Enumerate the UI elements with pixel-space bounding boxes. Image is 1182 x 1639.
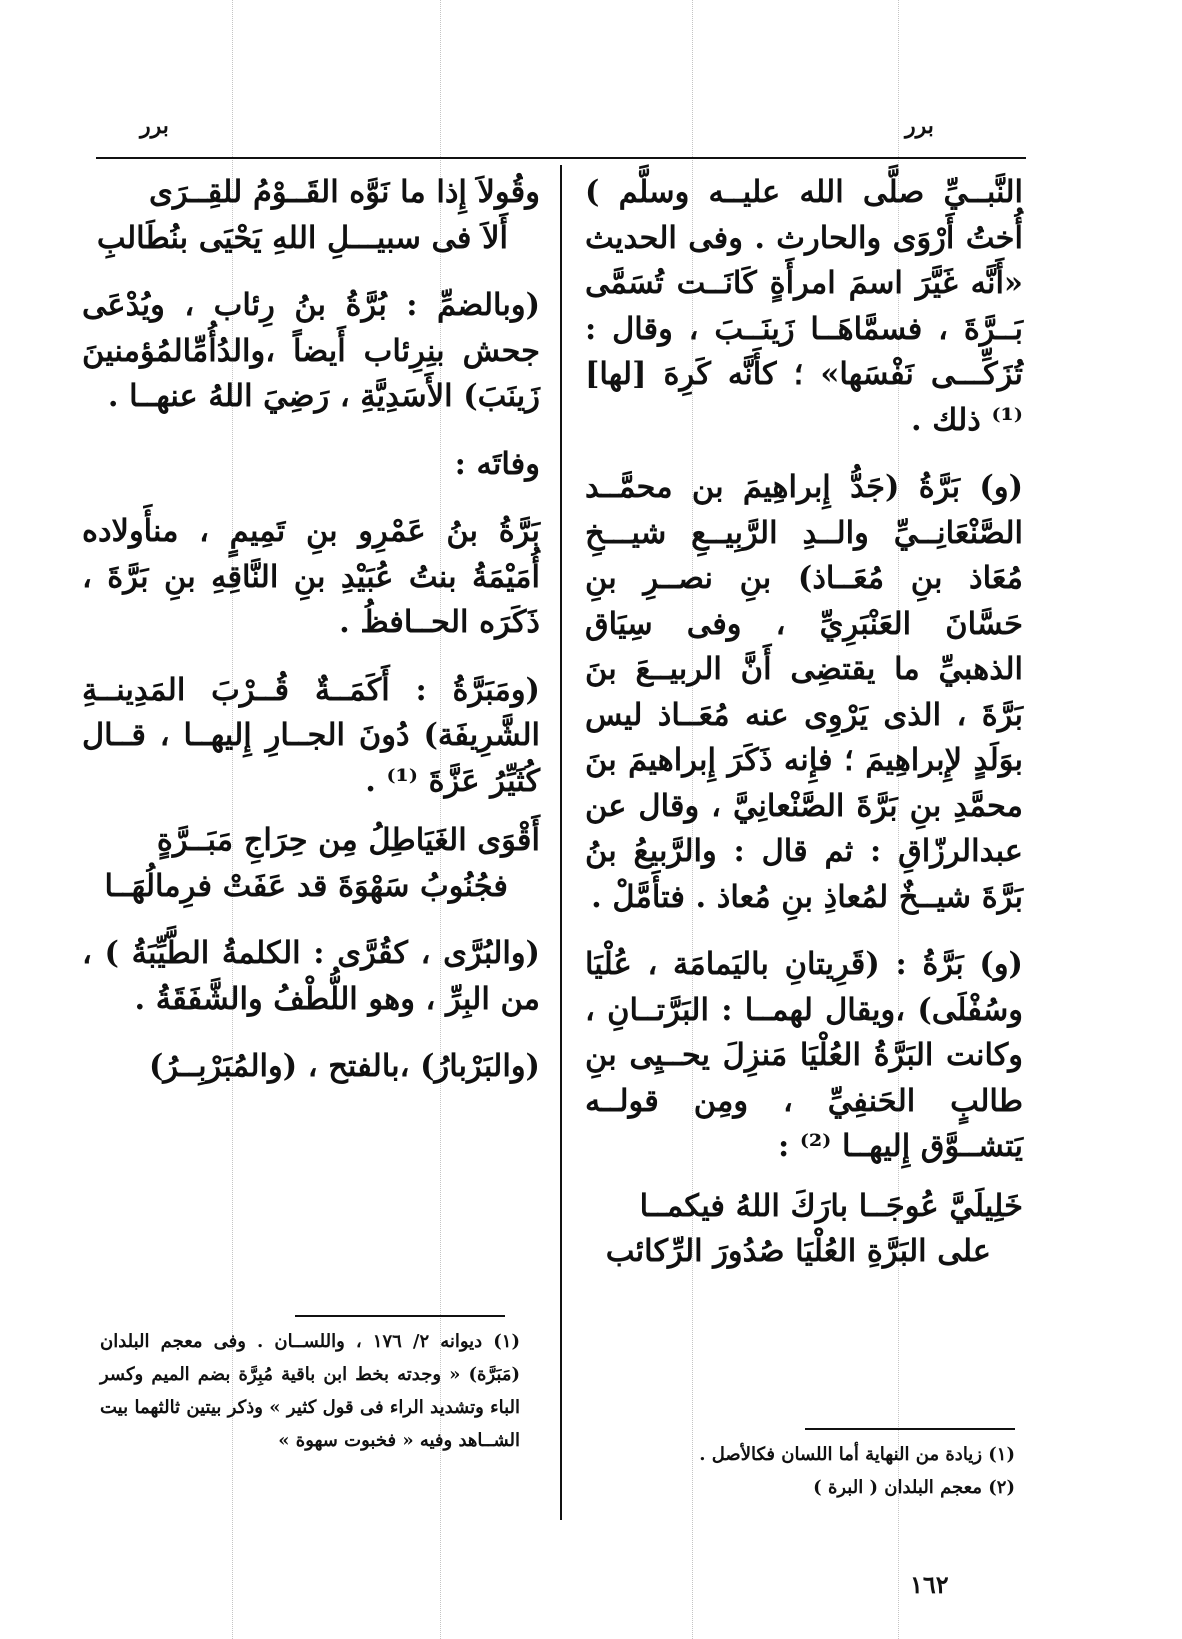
footnote: (١) زيادة من النهاية أما اللسان فكالأصل . <box>699 1444 1015 1465</box>
footnote: (١) ديوانه ٢/ ١٧٦ ، واللســان . وفى معجم البلدان (مَبَرَّة) « وجدته بخط ابن باقية مُبِرَّة بضم الميم وكسر الباء وتشديد الراء فى قول كثير » وذكر بيتين ثالثهما بيت الشــاهد وفيه « فخبوت سهوة » <box>100 1331 520 1451</box>
verse-hemistich-first: أَقْوَى الغَيَاطِلُ مِن حِرَاجِ مَبَــرَّةٍ <box>156 822 540 858</box>
footnote-rule <box>805 1428 1015 1430</box>
poetry-verse <box>82 818 540 909</box>
right-footnotes <box>585 1438 1015 1504</box>
poetry-verse <box>585 1184 1023 1275</box>
verse-hemistich-first: وقُولاَ إِذا ما نَوَّه القَــوْمُ للقِــرَى <box>148 174 540 210</box>
page-number: ١٦٢ <box>910 1570 949 1599</box>
entry-paragraph: (ومَبَرَّةُ : أَكَمَــةٌ قُــرْبَ المَدِينــةِ الشَّرِيفَة) دُونَ الجــارِ إِليهــا ، قــال كُثَيِّرُ عَزَّةَ ⁽¹⁾ . <box>82 671 540 799</box>
left-column <box>82 170 540 1112</box>
verse-hemistich-second: فجُنُوبُ سَهْوَةَ قد عَفَتْ فرِمالُهَــا <box>104 867 508 904</box>
poetry-verse <box>82 170 540 261</box>
running-header-right: برر <box>905 113 934 139</box>
footnote-rule <box>295 1315 505 1317</box>
entry-paragraph: النَّبــيِّ صلَّى الله عليــه وسلَّم ) أُختُ أَرْوَى والحارث . وفى الحديث «أَنَّه غَيَّرَ اسمَ امرأَةٍ كَانَــت تُسَمَّى بَــرَّةَ ، فسمَّاهَــا زَينَــبَ ، وقال : تُزَكِّـــى نَفْسَها» ؛ كأَنَّه كَرِهَ [لها] ⁽¹⁾ ذلك . <box>585 174 1023 438</box>
verse-hemistich-second: أَلاَ فى سبيـــلِ اللهِ يَحْيَى بنُطَالبِ <box>96 219 508 256</box>
entry-paragraph: وفاتَه : <box>454 445 540 482</box>
entry-paragraph: بَرَّةُ بنُ عَمْرِو بنِ تَمِيمٍ ، منأَولاده أُمَيْمَةُ بنتُ عُبَيْدِ بنِ النَّاقِهِ بنِ بَرَّةَ ، ذَكَرَه الحــافظُ . <box>82 513 540 640</box>
entry-paragraph: (والبُرَّى ، كقُرَّى : الكلمةُ الطَّيِّبَةُ ) ، من البِرِّ ، وهو اللُّطْفُ والشَّفَقَةُ . <box>82 935 540 1017</box>
column-separator <box>560 165 562 1520</box>
entry-paragraph: (وبالضمِّ : بُرَّةُ بنُ رِئاب ، ويُدْعَى جحش بنِرِئاب أَيضاً ،والدُأُمِّالمُؤمنينَ زَينَبَ) الأَسَدِيَّةِ ، رَضِيَ اللهُ عنهــا . <box>82 287 540 414</box>
entry-paragraph: (و) بَرَّةُ : (قَرِيتانِ باليَمامَة ، عُلْيَا وسُفْلَى) ،ويقال لهمــا : البَرَّتــانِ ، وكانت البَرَّةُ العُلْيَا مَنزِلَ يحــيِى بنِ طالبٍ الحَنفِيِّ ، ومِن قولــه يَتشــوَّق إِليهــا ⁽²⁾ : <box>585 946 1023 1164</box>
right-column <box>585 170 1023 1275</box>
verse-hemistich-first: خَلِيلَيَّ عُوجَــا بارَكَ اللهُ فيكمــا <box>639 1187 1023 1224</box>
footnote: (٢) معجم البلدان ( البرة ) <box>813 1477 1015 1498</box>
header-rule <box>96 157 1026 159</box>
entry-paragraph: (و) بَرَّةُ (جَدُّ إِبراهِيمَ بن محمَّــد الصَّنْعَانِــيِّ والــدِ الرَّبِيــعِ شيـــخِ مُعَاذ بنِ مُعَــاذ) بنِ نصــرِ بنِ حَسَّانَ العَنْبَرِيِّ ، وفى سِيَاق الذهبيِّ ما يقتضِى أَنَّ الربيــعَ بنَ بَرَّةَ ، الذى يَرْوِى عنه مُعَــاذ ليس بوَلَدٍ لإِبراهِيمَ ؛ فإِنه ذَكَرَ إِبراهيمَ بنَ محمَّدِ بنِ بَرَّةَ الصَّنْعانِيَّ ، وقال عن عبدالرزّاقِ : ثم قال : والرَّبيعُ بنُ بَرَّةَ شيــخٌ لمُعاذِ بنِ مُعاذ . فتأَمَّلْ . <box>585 469 1023 915</box>
verse-hemistich-second: على البَرَّةِ العُلْيَا صُدُورَ الرِّكائب <box>605 1233 991 1269</box>
entry-paragraph: (والبَرْبارُ) ،بالفتح ، (والمُبَرْبِــرُ) <box>148 1048 540 1084</box>
left-footnote <box>100 1325 520 1457</box>
running-header-left: برر <box>140 113 169 139</box>
